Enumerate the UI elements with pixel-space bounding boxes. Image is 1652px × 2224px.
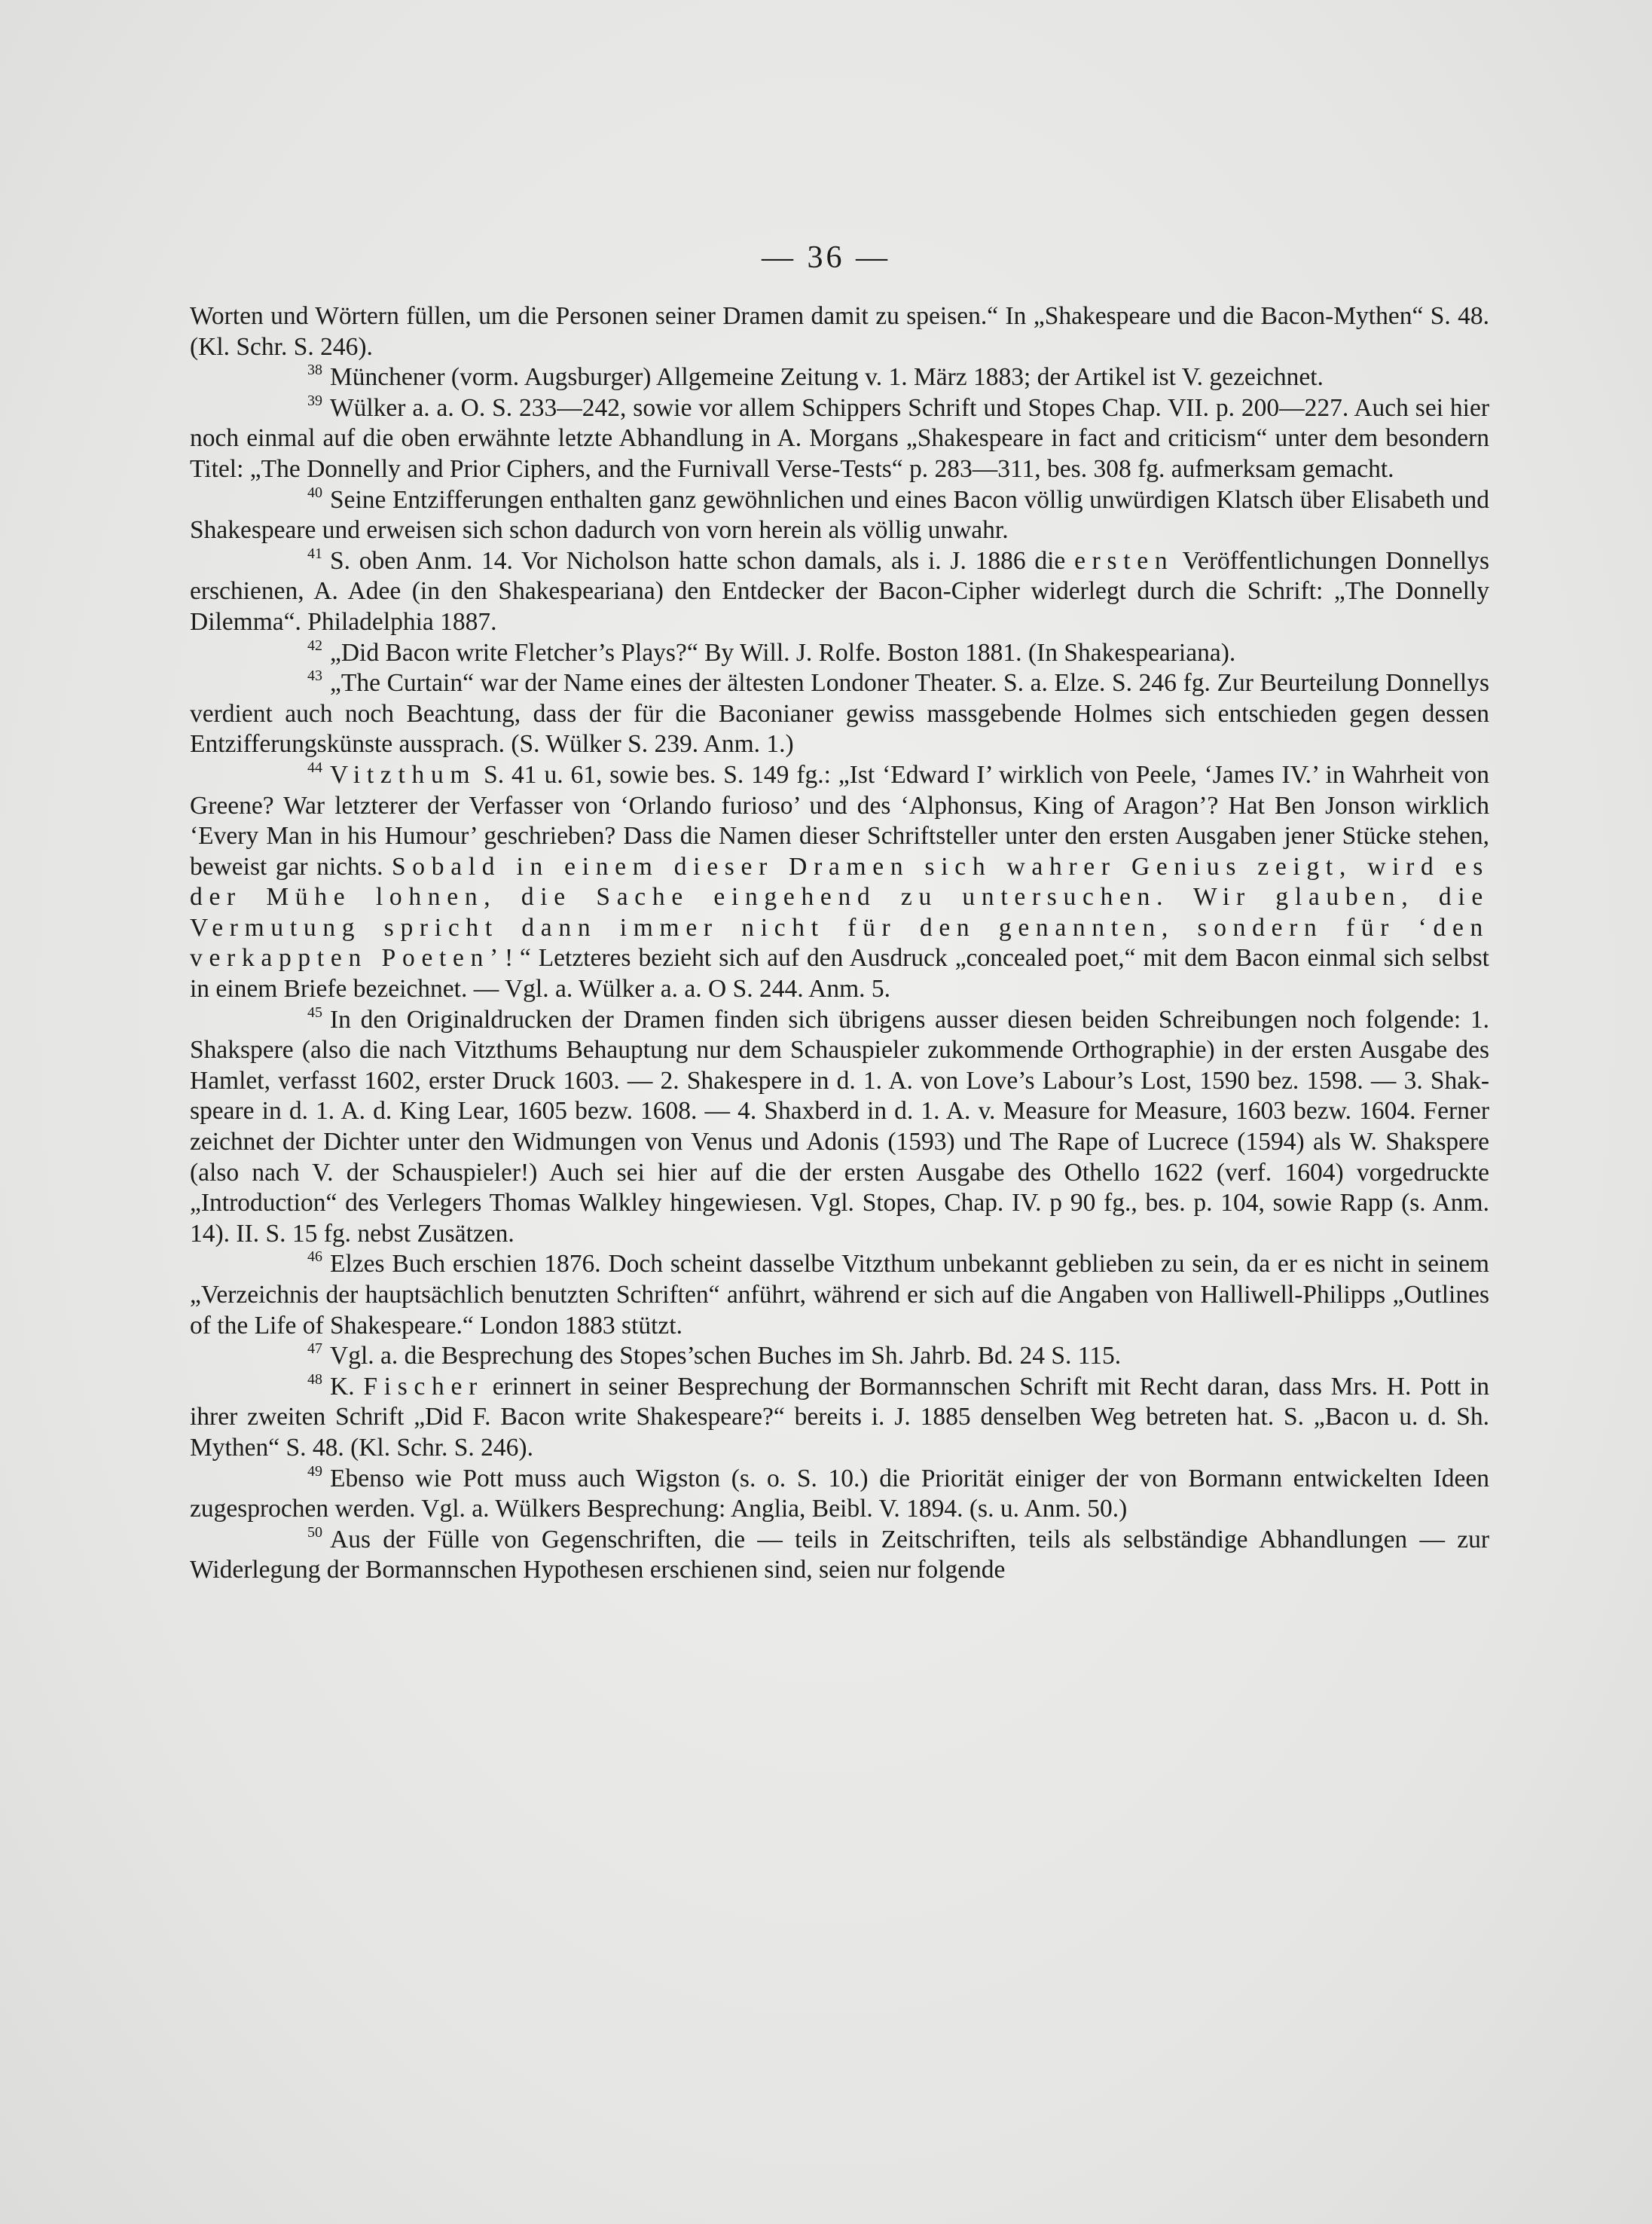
footnote-number: 40 [307,484,322,501]
footnote-text: Münchener (vorm. Augsburger) Allgemeine Zeitung v. 1. März 1883; der Artikel ist V. gezeichnet. [330,363,1324,392]
footnote-text: Wülker a. a. O. S. 233—242, sowie vor allem Schippers Schrift und Stopes Chap. VII. p. 200—227. Auch sei hier noch einmal auf die oben erwähnte letzte Abhandlung in A. Morgans „Shakespeare in fact and criticism“ unter dem besondern Titel: „The Donnelly and Prior Ciphers, and the Furnivall Verse-Tests“ p. 283—311, bes. 308 fg. aufmerksam gemacht. [190,393,1489,483]
footnote-38 [190,362,1489,393]
footnote-text: Vgl. a. die Besprechung des Stopes’schen Buches im Sh. Jahrb. Bd. 24 S. 115. [330,1342,1122,1370]
footnote-49 [190,1464,1489,1525]
footnote-47 [190,1341,1489,1372]
footnote-40 [190,485,1489,546]
footnote-number: 38 [307,362,322,379]
footnote-text: Seine Entzifferungen enthalten ganz gewöhnlichen und eines Bacon völlig unwürdigen Klatsch über Elisabeth und Shakespeare und erweisen sich schon dadurch von vorn herein als völlig unwahr. [190,485,1489,545]
footnote-number: 50 [307,1523,322,1541]
footnote-text: Veröffentlichungen Donnellys erschienen, A. Adee (in den Shakespeariana) den Entdecker der Bacon-Cipher widerlegt durch die Schrift: „The Donnelly Dilemma“. Philadelphia 1887. [190,546,1489,636]
page-number: — 36 — [762,240,890,275]
spaced-emphasis: ersten [1074,546,1174,575]
footnote-text: K. [330,1372,364,1401]
footnote-text: „Did Bacon write Fletcher’s Plays?“ By Will. J. Rolfe. Boston 1881. (In Shakespeariana). [330,638,1236,667]
footnote-42 [190,638,1489,669]
footnote-continuation: Worten und Wörtern füllen, um die Personen seiner Dramen damit zu speisen.“ In „Shakespeare und die Bacon-Mythen“ S. 48. (Kl. Schr. S. 246). [190,302,1489,361]
footnote-48 [190,1372,1489,1464]
footnote-number: 41 [307,545,322,562]
footnote-text: „The Curtain“ war der Name eines der ältesten Londoner Theater. S. a. Elze. S. 246 fg. Zur Beurteilung Donnellys verdient auch noch Beachtung, dass der für die Baconianer gewiss massgebende Holmes sich entschieden gegen dessen Entzifferungskünste aussprach. (S. Wülker S. 239. Anm. 1.) [190,669,1489,759]
footnote-text: Ebenso wie Pott muss auch Wigston (s. o. S. 10.) die Priorität einiger der von Bormann entwickelten Ideen zugesprochen werden. Vgl. a. Wülkers Besprechung: Anglia, Beibl. V. 1894. (s. u. Anm. 50.) [190,1464,1489,1523]
footnote-number: 49 [307,1462,322,1480]
footnote-number: 39 [307,392,322,409]
footnote-number: 46 [307,1248,322,1266]
footnote-46 [190,1249,1489,1341]
footnote-number: 48 [307,1370,322,1388]
footnote-number: 45 [307,1004,322,1021]
footnote-text: erinnert in seiner Besprechung der Bormannschen Schrift mit Recht daran, dass Mrs. H. Pott in ihrer zweiten Schrift „Did F. Bacon write Shakespeare?“ bereits i. J. 1885 denselben Weg betreten hat. S. „Bacon u. d. Sh. Mythen“ S. 48. (Kl. Schr. S. 246). [190,1372,1489,1462]
footnote-44 [190,760,1489,1005]
footnote-43 [190,668,1489,760]
footnote-text: “ Letzteres bezieht sich auf den Ausdruck „concealed poet,“ mit dem Bacon einmal sich selbst in einem Briefe bezeichnet. — Vgl. a. Wülker a. a. O S. 244. Anm. 5. [190,944,1489,1004]
footnote-41 [190,546,1489,638]
footnote-number: 47 [307,1340,322,1358]
footnote-45 [190,1005,1489,1250]
footnote-number: 43 [307,668,322,685]
footnotes-body [190,301,1489,1586]
spaced-emphasis: Fischer [363,1372,484,1401]
spaced-quotation: Sobald in einem dieser Dramen sich wahrer Genius zeigt, wird es der Mühe lohnen, die Sache eingehend zu untersuchen. Wir glauben, die Vermutung spricht dann immer nicht für den genannten, sondern für ‘den verkappten Poeten’! [190,852,1489,973]
footnote-39 [190,393,1489,485]
footnote-number: 44 [307,759,322,776]
footnote-number: 42 [307,637,322,654]
footnote-text: S. 41 u. 61, sowie bes. S. 149 fg.: „Ist ‘Edward I’ wirklich von Peele, ‘James IV.’ in Wahrheit von Greene? War letzterer der Verfasser von ‘Orlando furioso’ und des ‘Alphonsus, King of Aragon’? Hat Ben Jonson wirklich ‘Every Man in his Humour’ geschrieben? Dass die Namen dieser Schriftsteller unter den ersten Ausgaben jener Stücke stehen, beweist gar nichts. [190,760,1489,881]
footnote-text: Aus der Fülle von Gegenschriften, die — teils in Zeitschriften, teils als selbständige Abhandlungen — zur Widerlegung der Bormannschen Hypothesen erschienen sind, seien nur folgende [190,1525,1489,1584]
spaced-emphasis: Vitzthum [330,760,477,789]
footnote-text: In den Originaldrucken der Dramen finden sich übrigens ausser diesen beiden Schreibungen noch folgende: 1. Shakspere (also die nach Vitzthums Behauptung nur dem Schauspieler zukommende Orthographie) in der ersten Ausgabe des Hamlet, verfasst 1602, erster Druck 1603. — 2. Shakespere in d. 1. A. von Love’s Labour’s Lost, 1590 bez. 1598. — 3. Shak-speare in d. 1. A. d. King Lear, 1605 bezw. 1608. — 4. Shaxberd in d. 1. A. v. Measure for Measure, 1603 bezw. 1604. Ferner zeichnet der Dichter unter den Widmungen von Venus und Adonis (1593) und The Rape of Lucrece (1594) als W. Shakspere (also nach V. der Schauspieler!) Auch sei hier auf die der ersten Ausgabe des Othello 1622 (verf. 1604) vorgedruckte „Introduction“ des Verlegers Thomas Walkley hingewiesen. Vgl. Stopes, Chap. IV. p 90 fg., bes. p. 104, sowie Rapp (s. Anm. 14). II. S. 15 fg. nebst Zusätzen. [190,1005,1489,1248]
footnote-text: S. oben Anm. 14. Vor Nicholson hatte schon damals, als i. J. 1886 die [330,546,1075,575]
footnote-text: Elzes Buch erschien 1876. Doch scheint dasselbe Vitzthum unbekannt geblieben zu sein, da er es nicht in seinem „Verzeichnis der hauptsächlich benutzten Schriften“ anführt, während er sich auf die Angaben von Halliwell-Philipps „Outlines of the Life of Shakespeare.“ London 1883 stützt. [190,1250,1489,1340]
footnote-50 [190,1525,1489,1586]
